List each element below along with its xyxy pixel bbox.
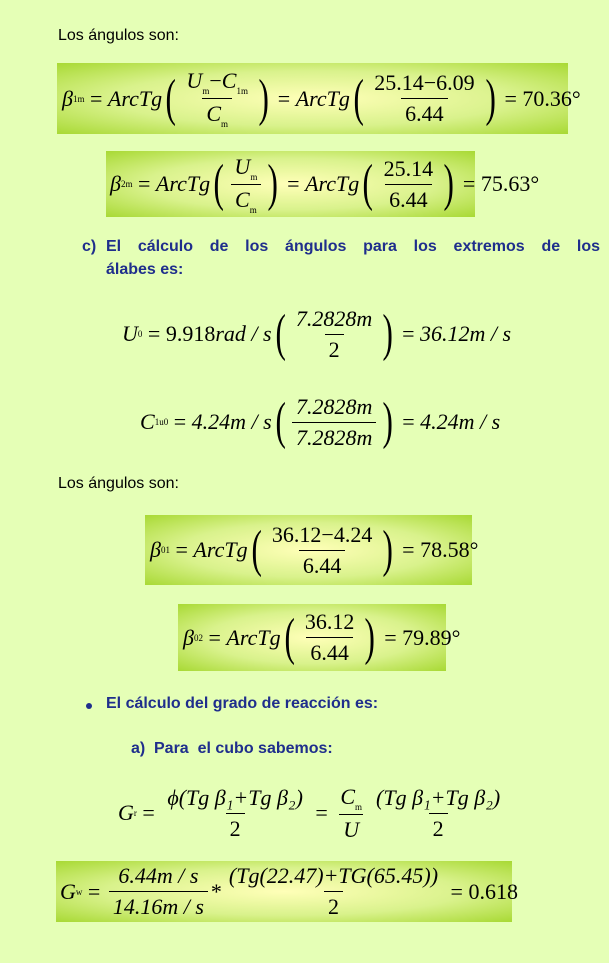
bullet-reaction-text: El cálculo del grado de reacción es:: [106, 695, 379, 712]
result-value: 4.24m / s: [420, 409, 501, 434]
g-symbol: G: [60, 878, 76, 904]
equation-u0: U 0 = 9.918 rad / s ( $\frac{7.2828m}{2}$ ) = 36.12m / s: [122, 305, 512, 362]
arctg-label: ArcTg: [226, 624, 281, 650]
equation-beta-1m: β 1m = ArcTg ( $\frac{U_m-C_{1m}}{C_m}$ ) = ArcTg ( $\frac{25.14-6.09}{6.44}$ ) = 70.36°: [62, 68, 581, 129]
result-value: 36.12m / s: [420, 321, 512, 346]
arctg-label: ArcTg: [295, 85, 350, 111]
beta-symbol: β: [110, 171, 121, 196]
beta-symbol: β: [62, 85, 73, 111]
g-symbol: G: [118, 800, 134, 825]
fraction-numeric: $\frac{25.14-6.09}{6.44}$: [374, 70, 475, 126]
result-value: 75.63°: [480, 171, 540, 196]
c-symbol: C: [140, 409, 155, 434]
fraction-numeric: $\frac{36.12-4.24}{6.44}$: [271, 521, 373, 578]
sub-a-text: Para el cubo sabemos:: [154, 740, 333, 757]
fraction-numeric: $\frac{36.12}{6.44}$: [304, 609, 355, 665]
equation-gr: G r = $\frac{\text{ϕ(Tg β₁+Tg β₂)}}{2}$ = $\frac{C_m}{U}$ $\frac{\text{(Tg β₁+Tg β₂)}}{2}$: [118, 778, 507, 848]
fraction-phi-tg-sum: $\frac{\text{ϕ(Tg β₁+Tg β₂)}}{2}$: [167, 784, 303, 841]
result-value: 79.89°: [402, 624, 461, 650]
fraction-cm-over-u: $\frac{C_m}{U}$: [340, 783, 363, 842]
fraction-tg-sum-numeric: $\frac{(Tg(22.47)+TG(65.45))}{2}$: [228, 863, 439, 919]
fraction-radius-ratio: $\frac{7.2828m}{7.2828m}$: [292, 394, 376, 451]
arctg-label: ArcTg: [155, 171, 211, 196]
intro-text-2: Los ángulos son:: [58, 475, 179, 492]
fraction-tg-sum-over-2: $\frac{\text{(Tg β₁+Tg β₂)}}{2}$: [376, 784, 501, 841]
equation-beta-2m: β 2m = ArcTg ( $\frac{U_m}{C_m}$ ) = ArcTg ( $\frac{25.14}{6.44}$ ) = 75.63°: [110, 153, 540, 215]
bullet-icon: [86, 703, 92, 709]
beta-symbol: β: [183, 624, 194, 650]
arctg-label: ArcTg: [107, 85, 163, 111]
arctg-label: ArcTg: [193, 537, 248, 562]
arctg-label: ArcTg: [305, 171, 360, 196]
equation-gw: G w = $\frac{6.44m / s}{14.16m / s}$ * $\frac{(Tg(22.47)+TG(65.45))}{2}$ = 0.618: [60, 863, 518, 919]
fraction-numeric: $\frac{25.14}{6.44}$: [383, 155, 434, 212]
u-symbol: U: [122, 321, 138, 346]
section-c-line-1: El cálculo de los ángulos para los extremos de los: [106, 238, 600, 255]
fraction-cm-over-u-numeric: $\frac{6.44m / s}{14.16m / s}$: [109, 863, 208, 920]
intro-text-1: Los ángulos son:: [58, 27, 179, 44]
result-value: 0.618: [468, 878, 518, 904]
equation-c1u0: C 1u0 = 4.24m / s ( $\frac{7.2828m}{7.2828m}$ ) = 4.24m / s: [140, 393, 501, 450]
beta-subscript: 2m: [120, 179, 133, 189]
result-value: 70.36°: [522, 85, 581, 111]
fraction-radius: $\frac{7.2828m}{2}$: [295, 305, 373, 362]
section-c-line-2: álabes es:: [106, 261, 184, 278]
times-sign: *: [210, 878, 222, 904]
equation-beta-01: β 01 = ArcTg ( $\frac{36.12-4.24}{6.44}$ ) = 78.58°: [150, 521, 479, 578]
beta-symbol: β: [150, 537, 161, 562]
fraction-um-c1m-over-cm: $\frac{U_m-C_{1m}}{C_m}$: [186, 68, 248, 129]
fraction-um-over-cm: $\frac{U_m}{C_m}$: [230, 154, 261, 215]
equation-beta-02: β 02 = ArcTg ( $\frac{36.12}{6.44}$ ) = 79.89°: [183, 608, 461, 666]
beta-subscript: 1m: [72, 93, 85, 104]
result-value: 78.58°: [420, 537, 479, 562]
sub-a-label: a): [131, 740, 146, 757]
section-c-label: c): [82, 238, 97, 255]
